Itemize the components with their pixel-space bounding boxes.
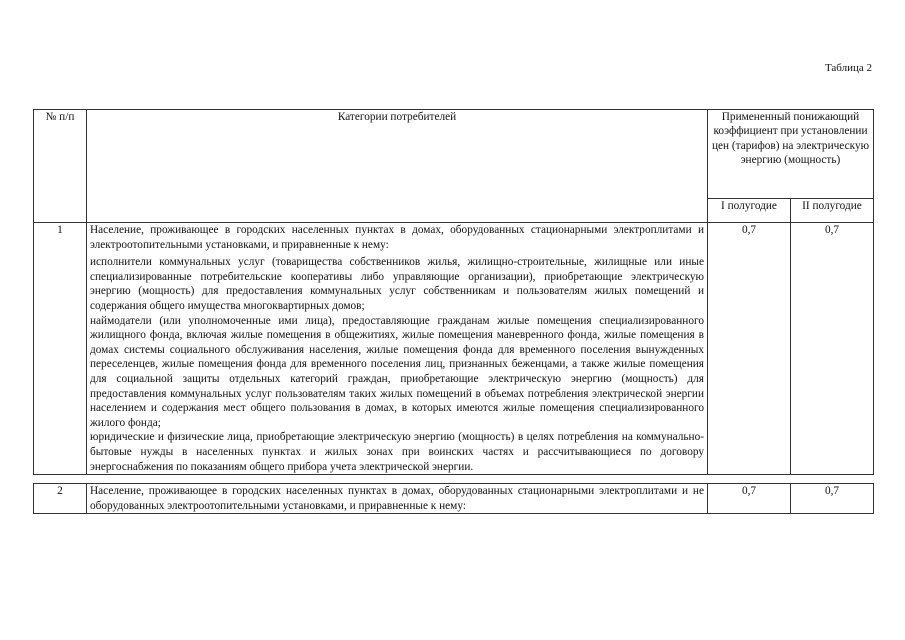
row-half1-value: 0,7 [708, 484, 791, 514]
row-number: 2 [34, 484, 87, 514]
table-row [34, 223, 874, 475]
header-half2: II полугодие [791, 198, 874, 222]
category-paragraph: наймодатели (или уполномоченные ими лица), предоставляющие гражданам жилые помещения специализированного жилищного фонда, включая жилые помещения в общежитиях, жилые помещения маневренного фонда, жилые помещения в домах системы социального обслуживания населения, жилые помещения фонда для временного поселения вынужденных переселенцев, жилые помещения фонда для временного поселения лиц, признанных беженцами, а также жилые помещения для социальной защиты отдельных категорий граждан, приобретающие электрическую энергию (мощность) для предоставления коммунальных услуг пользователям таких жилых помещений в объемах потребления электрической энергии населением и содержания мест общего пользования в домах, в которых имеются жилые помещения специализированного жилого фонда; [90, 314, 704, 429]
row-half1-value: 0,7 [708, 223, 791, 475]
row-category [87, 484, 708, 514]
row-gap [34, 475, 874, 484]
page-bottom-margin [0, 568, 905, 640]
row-category [87, 223, 708, 475]
category-paragraph: Население, проживающее в городских населенных пунктах в домах, оборудованных стационарными электроплитами и не оборудованных электроотопительными установками, и приравненные к нему: [90, 485, 704, 512]
table-row [34, 484, 874, 514]
row-number: 1 [34, 223, 87, 475]
category-paragraph: исполнители коммунальных услуг (товарищества собственников жилья, жилищно-строительные, жилищные или иные специализированные потребительские кооперативы либо управляющие организации), приобретающие электрическую энергию (мощность) для предоставления коммунальных услуг собственникам и пользователям жилых помещений и содержания общего имущества многоквартирных домов; [90, 256, 704, 312]
table-caption: Таблица 2 [824, 62, 872, 74]
category-paragraph: Население, проживающее в городских населенных пунктах в домах, оборудованных стационарными электроплитами и электроотопительными установками, и приравненные к нему: [90, 224, 704, 251]
header-number: № п/п [34, 110, 87, 223]
row-half2-value: 0,7 [791, 223, 874, 475]
header-half1: I полугодие [708, 198, 791, 222]
coefficient-table [33, 109, 874, 514]
row-half2-value: 0,7 [791, 484, 874, 514]
header-category: Категории потребителей [87, 110, 708, 223]
category-paragraph: юридические и физические лица, приобретающие электрическую энергию (мощность) в целях потребления на коммунально-бытовые нужды в населенных пунктах и жилых зонах при воинских частях и рассчитывающиеся по договору энергоснабжения по показаниям общего прибора учета электрической энергии. [90, 431, 704, 473]
header-coefficient: Примененный понижающий коэффициент при установлении цен (тарифов) на электрическую энергию (мощность) [708, 110, 874, 199]
